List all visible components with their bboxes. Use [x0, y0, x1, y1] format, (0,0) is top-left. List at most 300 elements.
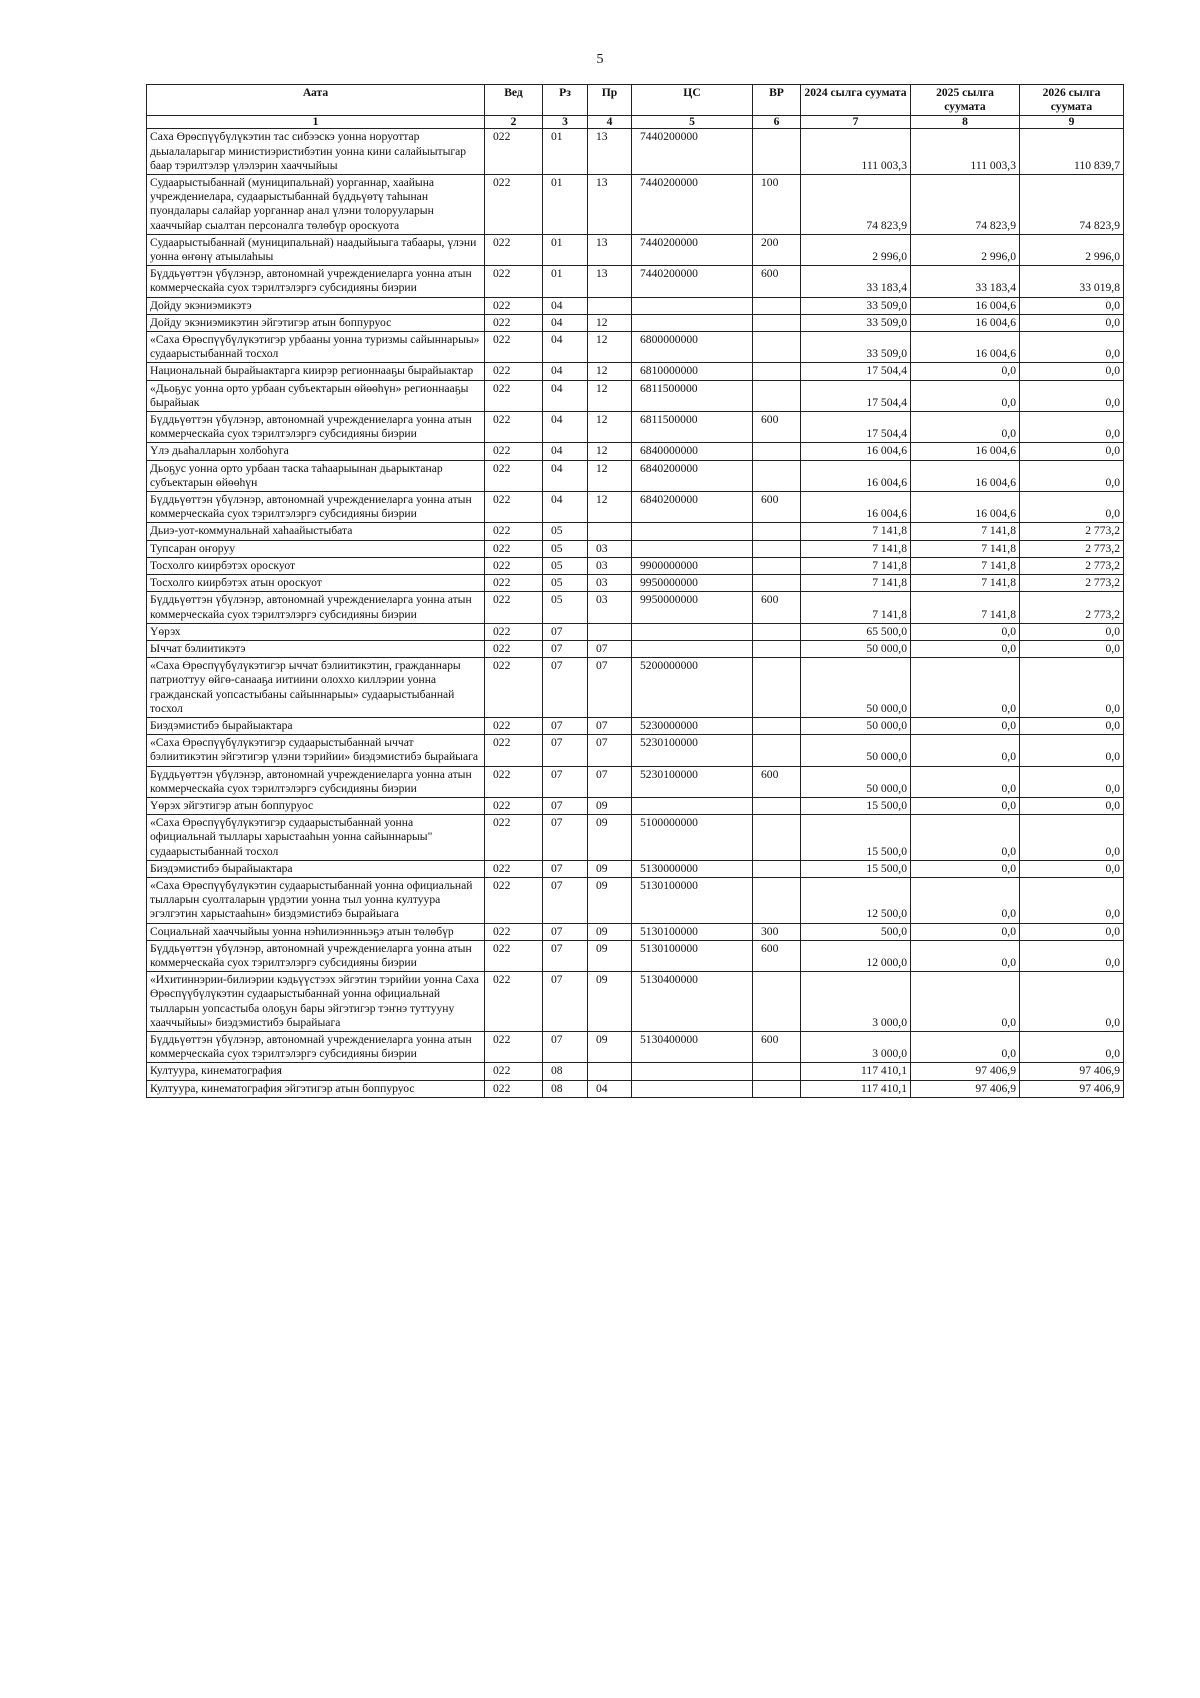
amount-2026: 0,0	[1020, 972, 1124, 1032]
amount-2026: 2 773,2	[1020, 540, 1124, 557]
amount-2025: 0,0	[911, 658, 1020, 718]
table-row	[147, 380, 1124, 411]
amount-2026: 0,0	[1020, 443, 1124, 460]
amount-2024: 12 500,0	[801, 877, 911, 923]
cs-code	[632, 297, 753, 314]
ved-code: 022	[485, 923, 543, 940]
rz-code: 07	[543, 940, 588, 971]
amount-2026: 0,0	[1020, 640, 1124, 657]
vr-code: 600	[753, 766, 801, 797]
vr-code: 300	[753, 923, 801, 940]
column-number: 6	[753, 116, 801, 129]
vr-code	[753, 460, 801, 491]
pr-code: 09	[588, 877, 632, 923]
amount-2024: 33 183,4	[801, 266, 911, 297]
ved-code: 022	[485, 314, 543, 331]
amount-2024: 16 004,6	[801, 443, 911, 460]
table-row	[147, 129, 1124, 175]
pr-code: 09	[588, 940, 632, 971]
vr-code	[753, 972, 801, 1032]
rz-code: 07	[543, 717, 588, 734]
amount-2024: 3 000,0	[801, 972, 911, 1032]
amount-2026: 0,0	[1020, 717, 1124, 734]
amount-2026: 0,0	[1020, 332, 1124, 363]
amount-2026: 2 773,2	[1020, 557, 1124, 574]
amount-2024: 16 004,6	[801, 492, 911, 523]
table-row	[147, 523, 1124, 540]
rz-code: 04	[543, 443, 588, 460]
amount-2025: 0,0	[911, 815, 1020, 861]
rz-code: 07	[543, 797, 588, 814]
column-number: 5	[632, 116, 753, 129]
vr-code	[753, 1080, 801, 1097]
amount-2024: 15 500,0	[801, 860, 911, 877]
pr-code: 09	[588, 815, 632, 861]
amount-2024: 65 500,0	[801, 623, 911, 640]
cs-code	[632, 797, 753, 814]
vr-code	[753, 877, 801, 923]
amount-2026: 0,0	[1020, 766, 1124, 797]
ved-code: 022	[485, 297, 543, 314]
column-header: Пр	[588, 85, 632, 116]
amount-2026: 2 996,0	[1020, 234, 1124, 265]
rz-code: 04	[543, 314, 588, 331]
row-name: Бүддьүөттэн үбүлэнэр, автономнай учреждениеларга уонна атын коммерческайа суох тэрилтэлэргэ субсидияны биэрии	[147, 766, 485, 797]
pr-code: 12	[588, 363, 632, 380]
cs-code	[632, 523, 753, 540]
row-name: Бүддьүөттэн үбүлэнэр, автономнай учреждениеларга уонна атын коммерческайа суох тэрилтэлэргэ субсидияны биэрии	[147, 592, 485, 623]
table-row	[147, 1031, 1124, 1062]
amount-2024: 15 500,0	[801, 797, 911, 814]
amount-2026: 0,0	[1020, 860, 1124, 877]
rz-code: 07	[543, 658, 588, 718]
vr-code	[753, 557, 801, 574]
amount-2025: 7 141,8	[911, 592, 1020, 623]
row-name: Бүддьүөттэн үбүлэнэр, автономнай учреждениеларга уонна атын коммерческайа суох тэрилтэлэргэ субсидияны биэрии	[147, 412, 485, 443]
pr-code: 03	[588, 540, 632, 557]
table-row	[147, 175, 1124, 235]
row-name: «Ихитиннэрии-билиэрии кэдьүүстээх эйгэтин тэрийии уонна Саха Өрөспүүбүлүкэтин судаарыстыбаннай уонна официальнай тылларын уопсастыба олоҕун бары эйгэтигэр тэҥнэ туттууну хааччыйыы» биэдэмистибэ бырайыага	[147, 972, 485, 1032]
amount-2025: 97 406,9	[911, 1063, 1020, 1080]
cs-code: 6810000000	[632, 363, 753, 380]
cs-code: 5130100000	[632, 877, 753, 923]
table-row	[147, 266, 1124, 297]
vr-code	[753, 623, 801, 640]
vr-code: 600	[753, 492, 801, 523]
row-name: Бүддьүөттэн үбүлэнэр, автономнай учреждениеларга уонна атын коммерческайа суох тэрилтэлэргэ субсидияны биэрии	[147, 492, 485, 523]
amount-2025: 7 141,8	[911, 523, 1020, 540]
column-header: 2025 сылга суумата	[911, 85, 1020, 116]
column-number: 4	[588, 116, 632, 129]
ved-code: 022	[485, 860, 543, 877]
pr-code	[588, 297, 632, 314]
rz-code: 01	[543, 234, 588, 265]
vr-code	[753, 575, 801, 592]
cs-code: 5200000000	[632, 658, 753, 718]
vr-code	[753, 523, 801, 540]
table-row	[147, 540, 1124, 557]
amount-2024: 33 509,0	[801, 332, 911, 363]
ved-code: 022	[485, 1063, 543, 1080]
cs-code: 6800000000	[632, 332, 753, 363]
table-row	[147, 972, 1124, 1032]
vr-code	[753, 540, 801, 557]
ved-code: 022	[485, 640, 543, 657]
amount-2025: 74 823,9	[911, 175, 1020, 235]
amount-2024: 117 410,1	[801, 1080, 911, 1097]
vr-code	[753, 735, 801, 766]
amount-2025: 0,0	[911, 717, 1020, 734]
cs-code: 6811500000	[632, 380, 753, 411]
pr-code: 12	[588, 460, 632, 491]
ved-code: 022	[485, 412, 543, 443]
ved-code: 022	[485, 658, 543, 718]
pr-code: 12	[588, 314, 632, 331]
amount-2025: 0,0	[911, 380, 1020, 411]
row-name: «Саха Өрөспүүбүлүкэтин судаарыстыбаннай уонна официальнай тылларын суолталарын үрдэтии уонна тыл уонна култуура эгэлгэтин харыстааһын» биэдэмистибэ бырайыага	[147, 877, 485, 923]
amount-2024: 16 004,6	[801, 460, 911, 491]
cs-code: 5130100000	[632, 940, 753, 971]
rz-code: 01	[543, 266, 588, 297]
amount-2024: 15 500,0	[801, 815, 911, 861]
cs-code	[632, 540, 753, 557]
vr-code	[753, 717, 801, 734]
amount-2025: 0,0	[911, 972, 1020, 1032]
vr-code	[753, 658, 801, 718]
column-number: 2	[485, 116, 543, 129]
cs-code: 7440200000	[632, 266, 753, 297]
cs-code: 6840200000	[632, 460, 753, 491]
amount-2024: 7 141,8	[801, 557, 911, 574]
ved-code: 022	[485, 443, 543, 460]
table-row	[147, 815, 1124, 861]
rz-code: 05	[543, 523, 588, 540]
ved-code: 022	[485, 735, 543, 766]
row-name: Ыччат бэлиитикэтэ	[147, 640, 485, 657]
table-row	[147, 766, 1124, 797]
amount-2025: 0,0	[911, 940, 1020, 971]
table-body	[147, 129, 1124, 1097]
column-header: Вед	[485, 85, 543, 116]
ved-code: 022	[485, 234, 543, 265]
ved-code: 022	[485, 266, 543, 297]
amount-2025: 97 406,9	[911, 1080, 1020, 1097]
row-name: «Саха Өрөспүүбүлүкэтигэр ыччат бэлиитикэтин, гражданнары патриоттуу өйгө-санааҕа иитиини олоххо киллэрии уонна гражданскай уопсастыбаны сайыннарыы» судаарыстыбаннай тосхол	[147, 658, 485, 718]
amount-2024: 7 141,8	[801, 592, 911, 623]
column-header: 2024 сылга суумата	[801, 85, 911, 116]
amount-2025: 7 141,8	[911, 540, 1020, 557]
table-row	[147, 557, 1124, 574]
cs-code: 6840200000	[632, 492, 753, 523]
rz-code: 04	[543, 460, 588, 491]
amount-2025: 0,0	[911, 877, 1020, 923]
table-row	[147, 332, 1124, 363]
rz-code: 08	[543, 1080, 588, 1097]
rz-code: 07	[543, 923, 588, 940]
rz-code: 07	[543, 1031, 588, 1062]
table-row	[147, 314, 1124, 331]
rz-code: 01	[543, 175, 588, 235]
amount-2025: 16 004,6	[911, 460, 1020, 491]
amount-2024: 500,0	[801, 923, 911, 940]
vr-code: 600	[753, 266, 801, 297]
amount-2026: 0,0	[1020, 363, 1124, 380]
amount-2025: 0,0	[911, 640, 1020, 657]
cs-code: 9950000000	[632, 575, 753, 592]
amount-2024: 17 504,4	[801, 380, 911, 411]
row-name: Бүддьүөттэн үбүлэнэр, автономнай учреждениеларга уонна атын коммерческайа суох тэрилтэлэргэ субсидияны биэрии	[147, 940, 485, 971]
amount-2024: 12 000,0	[801, 940, 911, 971]
amount-2026: 2 773,2	[1020, 592, 1124, 623]
row-name: Национальнай бырайыактарга киирэр регионнааҕы бырайыактар	[147, 363, 485, 380]
rz-code: 05	[543, 557, 588, 574]
cs-code: 5100000000	[632, 815, 753, 861]
pr-code: 12	[588, 412, 632, 443]
pr-code: 09	[588, 860, 632, 877]
table-row	[147, 923, 1124, 940]
table-row	[147, 492, 1124, 523]
column-number: 1	[147, 116, 485, 129]
ved-code: 022	[485, 575, 543, 592]
vr-code: 600	[753, 412, 801, 443]
vr-code: 200	[753, 234, 801, 265]
pr-code: 12	[588, 492, 632, 523]
cs-code	[632, 1063, 753, 1080]
table-row	[147, 443, 1124, 460]
amount-2025: 0,0	[911, 735, 1020, 766]
vr-code	[753, 640, 801, 657]
table-row	[147, 735, 1124, 766]
table-row	[147, 640, 1124, 657]
amount-2026: 0,0	[1020, 735, 1124, 766]
amount-2026: 2 773,2	[1020, 575, 1124, 592]
amount-2025: 7 141,8	[911, 557, 1020, 574]
ved-code: 022	[485, 492, 543, 523]
rz-code: 07	[543, 877, 588, 923]
amount-2025: 0,0	[911, 623, 1020, 640]
amount-2026: 0,0	[1020, 1031, 1124, 1062]
table-row	[147, 1080, 1124, 1097]
pr-code	[588, 1063, 632, 1080]
row-name: Бүддьүөттэн үбүлэнэр, автономнай учреждениеларга уонна атын коммерческайа суох тэрилтэлэргэ субсидияны биэрии	[147, 1031, 485, 1062]
vr-code	[753, 797, 801, 814]
amount-2024: 50 000,0	[801, 735, 911, 766]
table-row	[147, 658, 1124, 718]
vr-code	[753, 297, 801, 314]
cs-code: 7440200000	[632, 129, 753, 175]
ved-code: 022	[485, 1080, 543, 1097]
row-name: Дойду экэниэмикэтин эйгэтигэр атын боппуруос	[147, 314, 485, 331]
rz-code: 04	[543, 297, 588, 314]
amount-2026: 0,0	[1020, 940, 1124, 971]
column-header: Аата	[147, 85, 485, 116]
ved-code: 022	[485, 557, 543, 574]
amount-2026: 97 406,9	[1020, 1080, 1124, 1097]
table-row	[147, 1063, 1124, 1080]
cs-code: 5130400000	[632, 972, 753, 1032]
amount-2024: 50 000,0	[801, 658, 911, 718]
vr-code: 600	[753, 592, 801, 623]
row-name: «Саха Өрөспүүбүлүкэтигэр урбааны уонна туризмы сайыннарыы» судаарыстыбаннай тосхол	[147, 332, 485, 363]
amount-2024: 3 000,0	[801, 1031, 911, 1062]
rz-code: 04	[543, 492, 588, 523]
vr-code: 600	[753, 1031, 801, 1062]
cs-code: 5130400000	[632, 1031, 753, 1062]
amount-2024: 50 000,0	[801, 766, 911, 797]
ved-code: 022	[485, 940, 543, 971]
rz-code: 05	[543, 575, 588, 592]
cs-code: 7440200000	[632, 175, 753, 235]
rz-code: 04	[543, 380, 588, 411]
amount-2026: 0,0	[1020, 797, 1124, 814]
column-number: 3	[543, 116, 588, 129]
row-name: «Саха Өрөспүүбүлүкэтигэр судаарыстыбаннай уонна официальнай тыллары харыстааһын уонна сайыннарыы" судаарыстыбаннай тосхол	[147, 815, 485, 861]
amount-2025: 0,0	[911, 412, 1020, 443]
amount-2025: 16 004,6	[911, 314, 1020, 331]
pr-code: 13	[588, 266, 632, 297]
amount-2025: 33 183,4	[911, 266, 1020, 297]
cs-code: 5230000000	[632, 717, 753, 734]
amount-2025: 16 004,6	[911, 492, 1020, 523]
row-name: Дьоҕус уонна орто урбаан таска таһаарыынан дьарыктанар субъектарын өйөөһүн	[147, 460, 485, 491]
pr-code: 07	[588, 640, 632, 657]
table-row	[147, 575, 1124, 592]
cs-code: 5230100000	[632, 766, 753, 797]
row-name: Үөрэх эйгэтигэр атын боппуруос	[147, 797, 485, 814]
page-number: 5	[596, 52, 604, 67]
table-row	[147, 940, 1124, 971]
ved-code: 022	[485, 592, 543, 623]
amount-2024: 7 141,8	[801, 523, 911, 540]
amount-2026: 110 839,7	[1020, 129, 1124, 175]
column-number: 9	[1020, 116, 1124, 129]
vr-code	[753, 363, 801, 380]
row-name: Култуура, кинематография	[147, 1063, 485, 1080]
amount-2024: 111 003,3	[801, 129, 911, 175]
amount-2026: 0,0	[1020, 297, 1124, 314]
row-name: Бүддьүөттэн үбүлэнэр, автономнай учреждениеларга уонна атын коммерческайа суох тэрилтэлэргэ субсидияны биэрии	[147, 266, 485, 297]
rz-code: 07	[543, 860, 588, 877]
pr-code: 09	[588, 797, 632, 814]
amount-2025: 0,0	[911, 363, 1020, 380]
cs-code	[632, 1080, 753, 1097]
row-name: Судаарыстыбаннай (муниципальнай) наадыйыыга табаары, үлэни уонна өҥөнү атыылаһыы	[147, 234, 485, 265]
vr-code	[753, 815, 801, 861]
row-name: Биэдэмистибэ бырайыактара	[147, 717, 485, 734]
budget-table	[146, 84, 1124, 1098]
ved-code: 022	[485, 175, 543, 235]
amount-2024: 17 504,4	[801, 363, 911, 380]
amount-2026: 0,0	[1020, 412, 1124, 443]
pr-code: 12	[588, 332, 632, 363]
rz-code: 05	[543, 540, 588, 557]
cs-code	[632, 623, 753, 640]
pr-code	[588, 623, 632, 640]
rz-code: 01	[543, 129, 588, 175]
vr-code: 100	[753, 175, 801, 235]
vr-code	[753, 860, 801, 877]
pr-code: 03	[588, 592, 632, 623]
pr-code	[588, 523, 632, 540]
amount-2025: 0,0	[911, 923, 1020, 940]
ved-code: 022	[485, 540, 543, 557]
rz-code: 08	[543, 1063, 588, 1080]
amount-2024: 50 000,0	[801, 717, 911, 734]
rz-code: 07	[543, 972, 588, 1032]
amount-2025: 0,0	[911, 766, 1020, 797]
column-number-row	[147, 116, 1124, 129]
table-row	[147, 623, 1124, 640]
ved-code: 022	[485, 623, 543, 640]
cs-code: 7440200000	[632, 234, 753, 265]
rz-code: 07	[543, 766, 588, 797]
ved-code: 022	[485, 523, 543, 540]
cs-code: 6811500000	[632, 412, 753, 443]
pr-code: 12	[588, 443, 632, 460]
table-row	[147, 297, 1124, 314]
pr-code: 09	[588, 1031, 632, 1062]
ved-code: 022	[485, 363, 543, 380]
table-row	[147, 460, 1124, 491]
cs-code	[632, 314, 753, 331]
row-name: Тосхолго киирбэтэх атын ороскуот	[147, 575, 485, 592]
vr-code	[753, 332, 801, 363]
amount-2026: 33 019,8	[1020, 266, 1124, 297]
pr-code: 13	[588, 175, 632, 235]
vr-code	[753, 380, 801, 411]
vr-code	[753, 129, 801, 175]
amount-2026: 2 773,2	[1020, 523, 1124, 540]
pr-code: 09	[588, 972, 632, 1032]
pr-code: 07	[588, 766, 632, 797]
amount-2025: 16 004,6	[911, 332, 1020, 363]
pr-code: 07	[588, 717, 632, 734]
amount-2026: 0,0	[1020, 380, 1124, 411]
column-header: 2026 сылга суумата	[1020, 85, 1124, 116]
ved-code: 022	[485, 460, 543, 491]
table-row	[147, 860, 1124, 877]
amount-2025: 16 004,6	[911, 297, 1020, 314]
row-name: «Саха Өрөспүүбүлүкэтигэр судаарыстыбаннай ыччат бэлиитикэтин эйгэтигэр үлэни тэрийии» биэдэмистибэ бырайыага	[147, 735, 485, 766]
amount-2024: 17 504,4	[801, 412, 911, 443]
table-row	[147, 717, 1124, 734]
cs-code: 9950000000	[632, 592, 753, 623]
amount-2026: 0,0	[1020, 923, 1124, 940]
rz-code: 07	[543, 815, 588, 861]
amount-2024: 7 141,8	[801, 575, 911, 592]
amount-2024: 7 141,8	[801, 540, 911, 557]
cs-code: 6840000000	[632, 443, 753, 460]
amount-2026: 0,0	[1020, 877, 1124, 923]
column-number: 7	[801, 116, 911, 129]
rz-code: 04	[543, 332, 588, 363]
rz-code: 07	[543, 623, 588, 640]
amount-2024: 2 996,0	[801, 234, 911, 265]
ved-code: 022	[485, 877, 543, 923]
pr-code: 13	[588, 129, 632, 175]
row-name: Биэдэмистибэ бырайыактара	[147, 860, 485, 877]
row-name: Үөрэх	[147, 623, 485, 640]
row-name: Саха Өрөспүүбүлүкэтин тас сибээскэ уонна норуоттар дьыалаларыгар министиэристибэтин уонна кини салайыытыгар баар тэрилтэлэр үлэлэрин хааччыйыы	[147, 129, 485, 175]
column-header: Рз	[543, 85, 588, 116]
amount-2024: 117 410,1	[801, 1063, 911, 1080]
ved-code: 022	[485, 129, 543, 175]
amount-2026: 0,0	[1020, 815, 1124, 861]
pr-code: 07	[588, 735, 632, 766]
amount-2025: 0,0	[911, 797, 1020, 814]
vr-code	[753, 314, 801, 331]
amount-2025: 0,0	[911, 860, 1020, 877]
